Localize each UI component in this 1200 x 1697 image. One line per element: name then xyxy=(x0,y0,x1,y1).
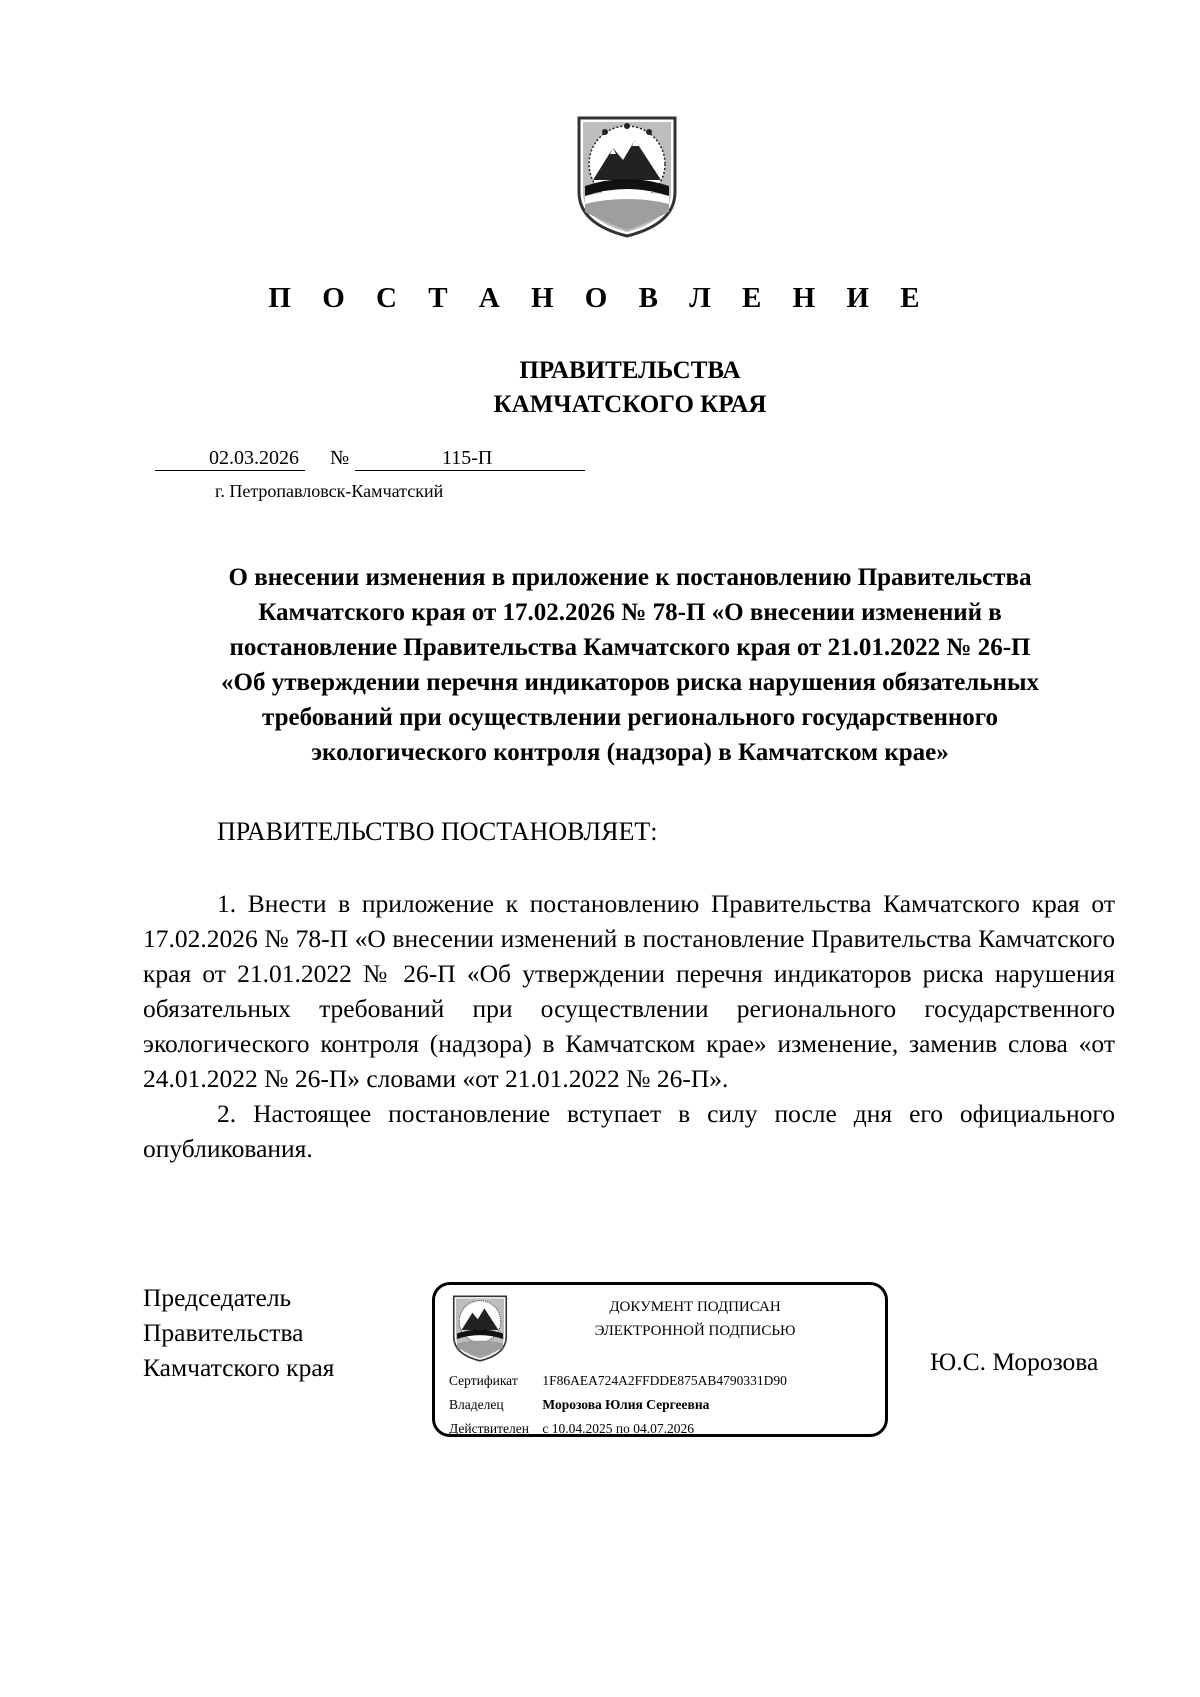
stamp-heading-line: ДОКУМЕНТ ПОДПИСАН xyxy=(609,1299,781,1315)
signer-position-line: Председатель xyxy=(143,1283,292,1312)
owner-row xyxy=(449,1397,709,1413)
document-body xyxy=(143,886,1115,1166)
authority-line: КАМЧАТСКОГО КРАЯ xyxy=(493,391,767,418)
document-date: 02.03.2026 xyxy=(155,447,305,471)
body-paragraph: 1. Внести в приложение к постановлению Правительства Камчатского края от 17.02.2026 № 78-П «О внесении изменений в постановление Правительства Камчатского края от 21.01.2022 № 26-П «Об утверждении перечня индикаторов риска нарушения обязательных требований при осуществлении регионального государственного экологического контроля (надзора) в Камчатском крае» изменение, заменив слова «от 24.01.2022 № 26-П» словами «от 21.01.2022 № 26-П». xyxy=(143,889,1115,1093)
body-paragraph: 2. Настоящее постановление вступает в силу после дня его официального опубликования. xyxy=(143,1099,1115,1163)
document-number: 115-П xyxy=(355,447,585,471)
preamble: ПРАВИТЕЛЬСТВО ПОСТАНОВЛЯЕТ: xyxy=(217,817,658,846)
signer-name: Ю.С. Морозова xyxy=(930,1347,1099,1376)
subject-line: постановление Правительства Камчатского края от 21.01.2022 № 26-П xyxy=(229,634,1031,661)
certificate-row xyxy=(449,1373,787,1389)
coat-of-arms-icon xyxy=(451,1293,509,1363)
signer-position-line: Камчатского края xyxy=(143,1353,335,1382)
certificate-value: 1F86AEA724A2FFDDE875AB4790331D90 xyxy=(542,1373,787,1388)
coat-of-arms-icon xyxy=(575,112,679,240)
document-title: П О С Т А Н О В Л Е Н И Е xyxy=(268,282,932,314)
number-sign: № xyxy=(330,447,350,469)
subject-line: экологического контроля (надзора) в Камчатском крае» xyxy=(311,739,949,766)
stamp-heading-line: ЭЛЕКТРОННОЙ ПОДПИСЬЮ xyxy=(594,1323,796,1339)
subject-line: Камчатского края от 17.02.2026 № 78-П «О внесении изменений в xyxy=(258,599,1002,626)
city-name: г. Петропавловск-Камчатский xyxy=(215,481,444,501)
subject-line: требований при осуществлении регионального государственного xyxy=(262,704,998,731)
stamp-heading xyxy=(525,1295,865,1343)
issuing-authority xyxy=(0,354,1200,422)
subject-line: «Об утверждении перечня индикаторов риска нарушения обязательных xyxy=(221,669,1039,696)
document-subject xyxy=(130,560,1130,770)
subject-line: О внесении изменения в приложение к постановлению Правительства xyxy=(228,564,1032,591)
validity-value: с 10.04.2025 по 04.07.2026 xyxy=(542,1421,694,1436)
electronic-signature-stamp xyxy=(432,1282,888,1437)
certificate-label: Сертификат xyxy=(449,1373,518,1388)
signer-position xyxy=(143,1280,334,1385)
owner-label: Владелец xyxy=(449,1397,504,1412)
authority-line: ПРАВИТЕЛЬСТВА xyxy=(519,357,741,384)
owner-value: Морозова Юлия Сергеевна xyxy=(542,1397,710,1412)
validity-row xyxy=(449,1421,694,1437)
validity-label: Действителен xyxy=(449,1421,529,1436)
signer-position-line: Правительства xyxy=(143,1318,304,1347)
